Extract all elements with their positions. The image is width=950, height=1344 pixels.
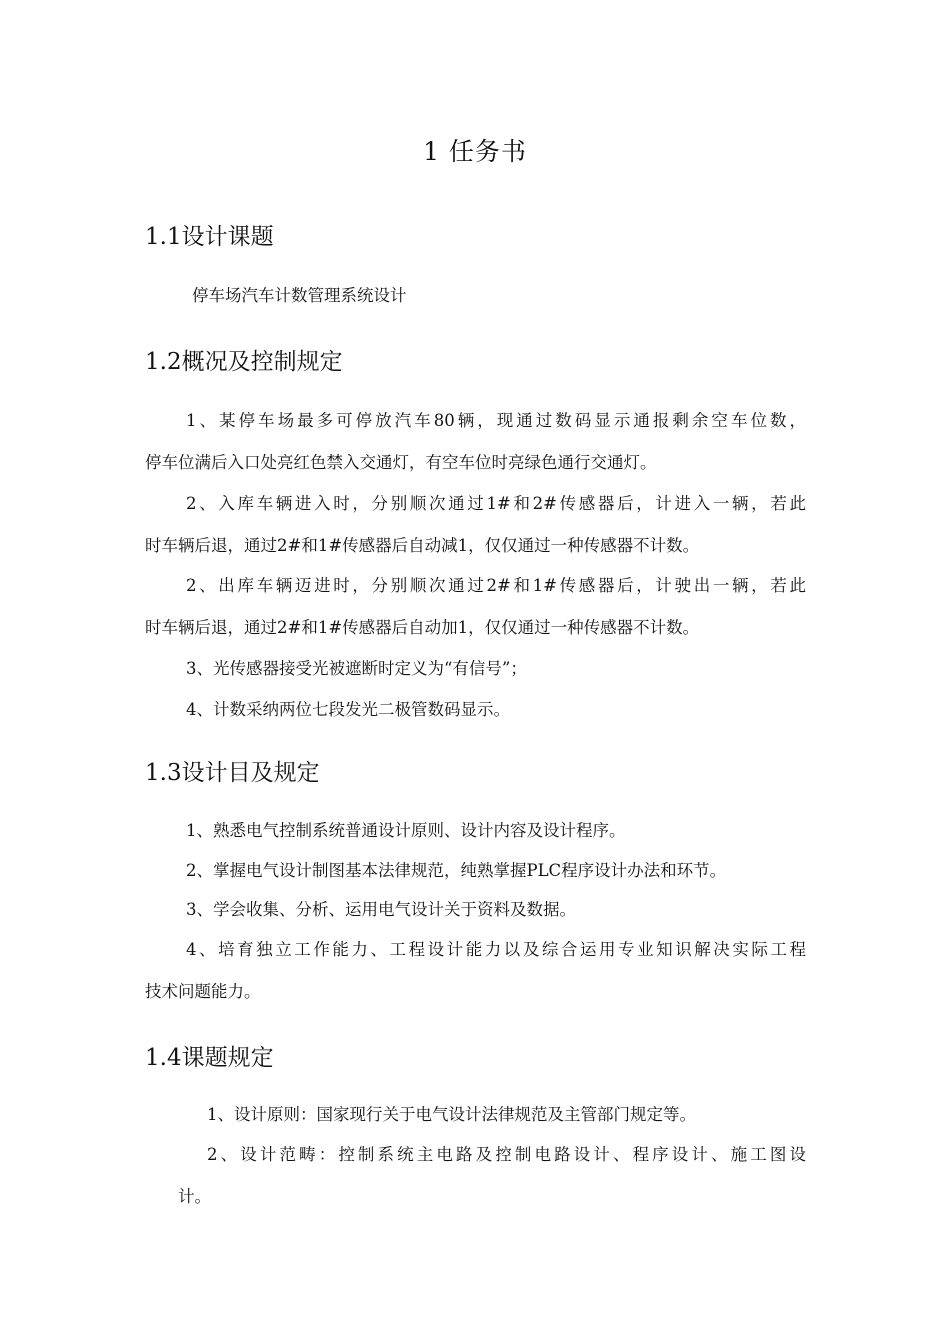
chapter-title: 1 任务书 (423, 137, 527, 166)
paragraph-line: 2、入库车辆进入时，分别顺次通过1#和2#传感器后，计进入一辆，若此 (186, 494, 806, 513)
paragraph-line: 停车位满后入口处亮红色禁入交通灯，有空车位时亮绿色通行交通灯。 (145, 453, 657, 472)
paragraph-line: 技术问题能力。 (145, 982, 261, 1001)
paragraph-line: 2、掌握电气设计制图基本法律规范，纯熟掌握PLC程序设计办法和环节。 (186, 861, 727, 880)
paragraph-line: 1、某停车场最多可停放汽车80辆，现通过数码显示通报剩余空车位数， (186, 411, 806, 430)
paragraph-line: 2、出库车辆迈进时，分别顺次通过2#和1#传感器后，计驶出一辆，若此 (186, 576, 806, 595)
paragraph-line: 4、培育独立工作能力、工程设计能力以及综合运用专业知识解决实际工程 (186, 940, 806, 959)
paragraph-line: 时车辆后退，通过2#和1#传感器后自动加1，仅仅通过一种传感器不计数。 (145, 618, 700, 637)
section-heading-1-1: 1.1设计课题 (145, 224, 274, 250)
paragraph-line: 2、设计范畴：控制系统主电路及控制电路设计、程序设计、施工图设 (207, 1145, 806, 1164)
paragraph-line: 计。 (178, 1187, 211, 1206)
paragraph-line: 停车场汽车计数管理系统设计 (192, 286, 407, 305)
paragraph-line: 1、设计原则：国家现行关于电气设计法律规范及主管部门规定等。 (207, 1105, 696, 1124)
paragraph-line: 1、熟悉电气控制系统普通设计原则、设计内容及设计程序。 (186, 821, 626, 840)
section-heading-1-2: 1.2概况及控制规定 (145, 349, 343, 375)
paragraph-line: 3、光传感器接受光被遮断时定义为“有信号”； (186, 659, 527, 678)
section-heading-1-4: 1.4课题规定 (145, 1045, 274, 1071)
paragraph-line: 时车辆后退，通过2#和1#传感器后自动减1，仅仅通过一种传感器不计数。 (145, 536, 700, 555)
section-heading-1-3: 1.3设计目及规定 (145, 760, 320, 786)
paragraph-line: 3、学会收集、分析、运用电气设计关于资料及数据。 (186, 900, 576, 919)
paragraph-line: 4、计数采纳两位七段发光二极管数码显示。 (186, 700, 510, 719)
